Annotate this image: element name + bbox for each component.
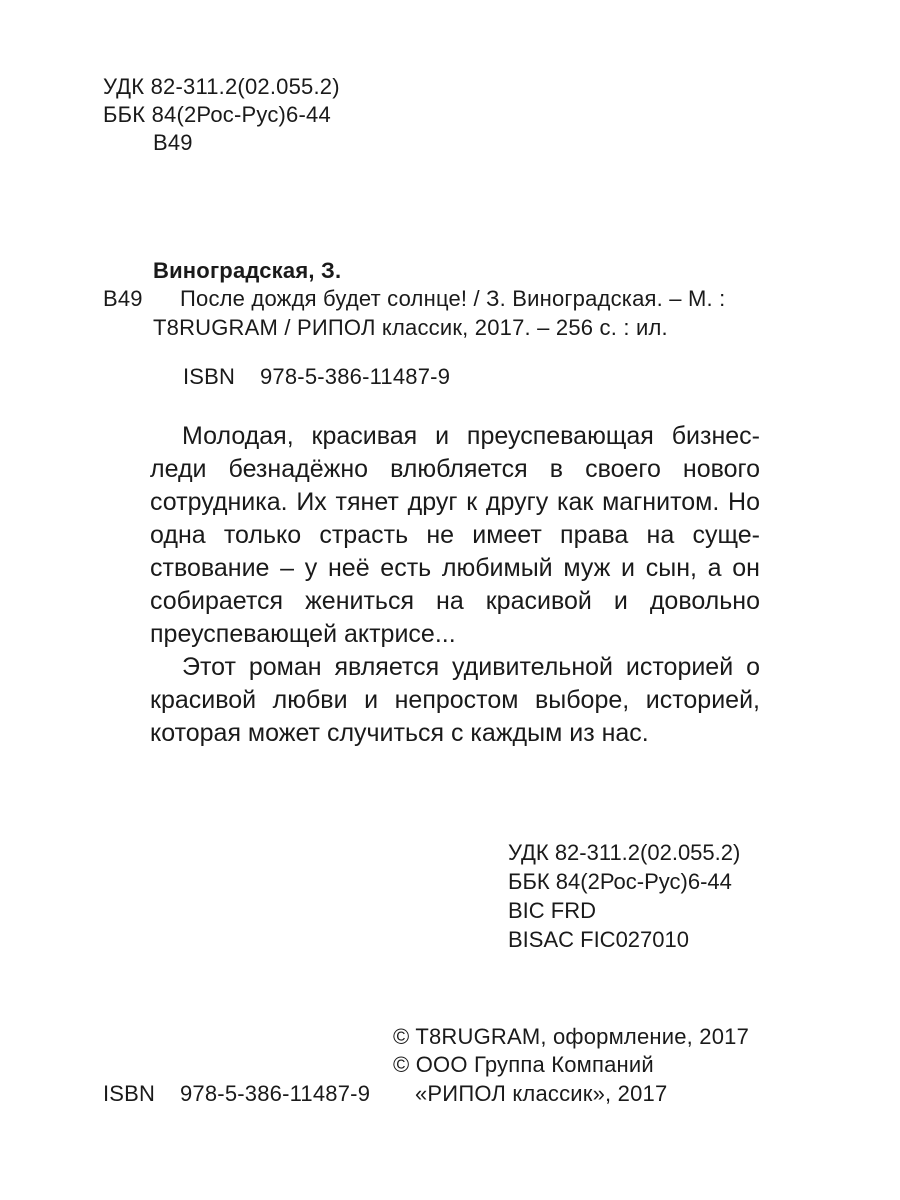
record-isbn-value: 978-5-386-11487-9	[260, 364, 451, 389]
annotation-paragraph-2: Этот роман является удивительной историей о красивой любви и непростом выборе, историей, которая может случиться с каждым из нас.	[150, 653, 760, 747]
bisac-code: BISAC FIC027010	[508, 927, 689, 952]
isbn-label-bottom: ISBN	[103, 1081, 156, 1106]
udk-code-bottom: УДК 82-311.2(02.055.2)	[508, 840, 741, 865]
record-title-line: После дождя будет солнце! / З. Виноградская. – М. :	[180, 286, 726, 311]
udk-code-top: УДК 82-311.2(02.055.2)	[103, 74, 340, 99]
isbn-value-bottom: 978-5-386-11487-9	[180, 1081, 371, 1106]
annotation-paragraph-1: Молодая, красивая и преуспевающая бизнеследи безнадёжно влюбляется в своего нового сотрудника. Их тянет друг к другу как магнитом. Но одна только страсть не имеет права на существование – у неё есть любимый муж и сын, а он собирается жениться на красивой и довольно преуспевающей актрисе...	[150, 422, 760, 648]
record-isbn-label: ISBN	[183, 364, 236, 389]
classification-block	[508, 838, 740, 954]
copyright-company: © ООО Группа Компаний	[393, 1052, 654, 1077]
annotation	[150, 420, 760, 750]
author-mark-top: В49	[153, 130, 193, 155]
bic-code: BIC FRD	[508, 898, 596, 923]
bbk-code-bottom: ББК 84(2Рос-Рус)6-44	[508, 869, 732, 894]
record-author: Виноградская, З.	[153, 258, 342, 283]
record-publisher-line: T8RUGRAM / РИПОЛ классик, 2017. – 256 с. : ил.	[153, 315, 668, 340]
bbk-code-top: ББК 84(2Рос-Рус)6-44	[103, 102, 331, 127]
copyright-publisher: «РИПОЛ классик», 2017	[415, 1081, 668, 1106]
copyright-design: © T8RUGRAM, оформление, 2017	[393, 1024, 750, 1049]
record-author-mark: В49	[103, 286, 143, 311]
